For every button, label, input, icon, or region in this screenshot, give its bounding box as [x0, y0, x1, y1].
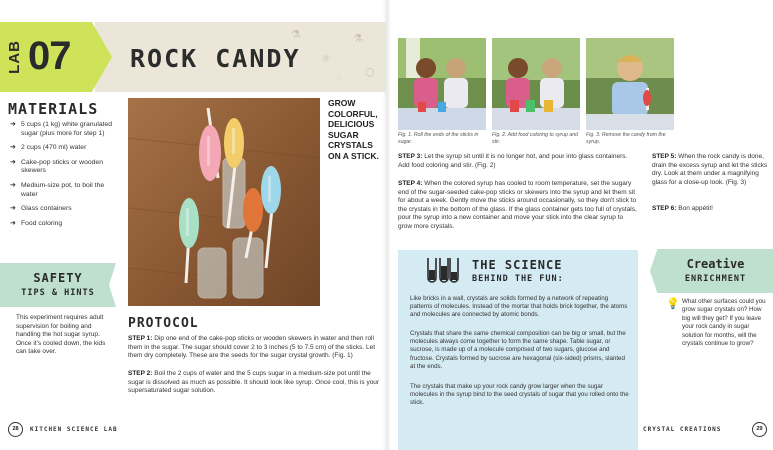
creative-banner [650, 249, 773, 293]
lab-word: LAB [6, 40, 23, 74]
arrow-icon: ➜ [10, 181, 16, 189]
flask-doodle-icon: ⚗ [291, 29, 301, 41]
arrow-icon: ➜ [10, 205, 16, 213]
lab-number: 07 [28, 34, 71, 78]
arrow-icon: ➜ [10, 121, 16, 128]
protocol-step-4: STEP 4: When the colored syrup has cooled to room temperature, set the sugary end of the sugar-seeded cake-pop sticks or skewers into the syrup and let them sit for about a week. Gently move the sticks around occasionally, so they don't stick to the crystals in the bottom of the glass. If the glass container gets too full of crystals, pour the syrup into a new container and move your stick into the clear syrup to grow more crystals. [398, 180, 637, 230]
science-heading: THE SCIENCE [472, 258, 563, 272]
list-item: ➜ Cake-pop sticks or wooden skewers [10, 158, 103, 175]
figure-3-photo [586, 38, 674, 130]
molecule-doodle-icon: ⬡ [365, 67, 375, 79]
science-subheading: BEHIND THE FUN: [472, 274, 564, 284]
beaker-doodle-icon: ⚗ [353, 33, 363, 45]
science-paragraph-3: The crystals that make up your rock candy grow larger when the sugar molecules in the syrup bind to the seed crystals of sugar that you rolled onto the stick. [410, 383, 629, 407]
materials-heading: MATERIALS [8, 100, 99, 118]
list-item: ➜ 5 cups (1 kg) white granulated sugar (plus more for step 1) [10, 121, 113, 137]
page-number-left: 28 [8, 422, 23, 437]
figure-3-caption: Fig. 3. Remove the candy from the syrup. [586, 132, 666, 145]
protocol-step-6: STEP 6: Bon appétit! [652, 205, 713, 212]
list-item: ➜ Food coloring [10, 219, 63, 227]
materials-list [10, 121, 115, 234]
list-item: ➜ Medium-size pot, to boil the water [10, 181, 105, 198]
drop-doodle-icon: ◌ [335, 72, 342, 84]
safety-heading: SAFETY [33, 271, 83, 285]
figure-2-photo [492, 38, 580, 130]
protocol-heading: PROTOCOL [128, 316, 199, 331]
safety-banner [0, 263, 116, 307]
figure-2-caption: Fig. 2. Add food coloring to syrup and stir. [492, 132, 579, 145]
creative-text: What other surfaces could you grow sugar crystals on? How big will they get? If you leave your rock candy in sugar solution for months, will the crystals continue to grow? [682, 298, 766, 348]
atom-doodle-icon: ⚛ [321, 53, 331, 65]
folio-right: CRYSTAL CREATIONS [643, 426, 722, 433]
test-tubes-icon [424, 256, 460, 291]
lightbulb-icon: 💡 [666, 298, 680, 310]
figure-1-photo [398, 38, 486, 130]
protocol-step-3: STEP 3: Let the syrup sit until it is no longer hot, and pour into glass containers. Add food coloring and stir. (Fig. 2) [398, 153, 628, 169]
science-paragraph-1: Like bricks in a wall, crystals are solids formed by a network of repeating patterns of molecules. Instead of the mortar that holds brick together, the atoms and molecules are connected by atomic bonds. [410, 295, 628, 319]
figure-1-caption: Fig. 1. Roll the ends of the sticks in sugar. [398, 132, 479, 145]
safety-text: This experiment requires adult supervision for boiling and handling the hot sugar syrup. Once it's cooled down, the kids can take over. [16, 314, 106, 356]
list-item: ➜ Glass containers [10, 205, 72, 213]
list-item: ➜ 2 cups (470 ml) water [10, 144, 87, 152]
science-paragraph-2: Crystals that share the same chemical composition can be big or small, but the molecules always come together to form the same shape. Table sugar, or sucrose, is made up of a molecule comprised of two sugars, glucose and fructose. Crystals formed by sucrose are hexagonal (six-sided) prisms, slanted at the ends. [410, 330, 626, 370]
protocol-step-2: STEP 2: Boil the 2 cups of water and the 5 cups sugar in a medium-size pot until the sugar is dissolved as much as possible. It should look like syrup. Once cool, this is your supersaturated sugar solution. [128, 370, 380, 395]
folio-left: KITCHEN SCIENCE LAB [30, 426, 118, 433]
safety-subheading: TIPS & HINTS [21, 288, 95, 298]
protocol-step-5: STEP 5: When the rock candy is done, drain the excess syrup and let the sticks dry. Look at them under a magnifying glass for a close-up look. (Fig. 3) [652, 153, 768, 186]
photo-caption: GROW COLORFUL, DELICIOUS SUGAR CRYSTALS ON A STICK. [328, 98, 379, 161]
arrow-icon: ➜ [10, 158, 16, 166]
arrow-icon: ➜ [10, 219, 16, 227]
page-title: ROCK CANDY [130, 44, 301, 73]
rock-candy-photo [128, 98, 320, 306]
page-number-right: 29 [752, 422, 767, 437]
protocol-step-1: STEP 1: Dip one end of the cake-pop sticks or wooden skewers in water and then roll them in the sugar. The sugar should cover 2 to 3 inches (5 to 7.5 cm) of the sticks. Let them dry completely. These are the seeds for the sugar crystal growth. (Fig. 1) [128, 335, 376, 360]
creative-subheading: ENRICHMENT [684, 274, 747, 284]
arrow-icon: ➜ [10, 144, 16, 152]
creative-heading: Creative [686, 257, 745, 271]
